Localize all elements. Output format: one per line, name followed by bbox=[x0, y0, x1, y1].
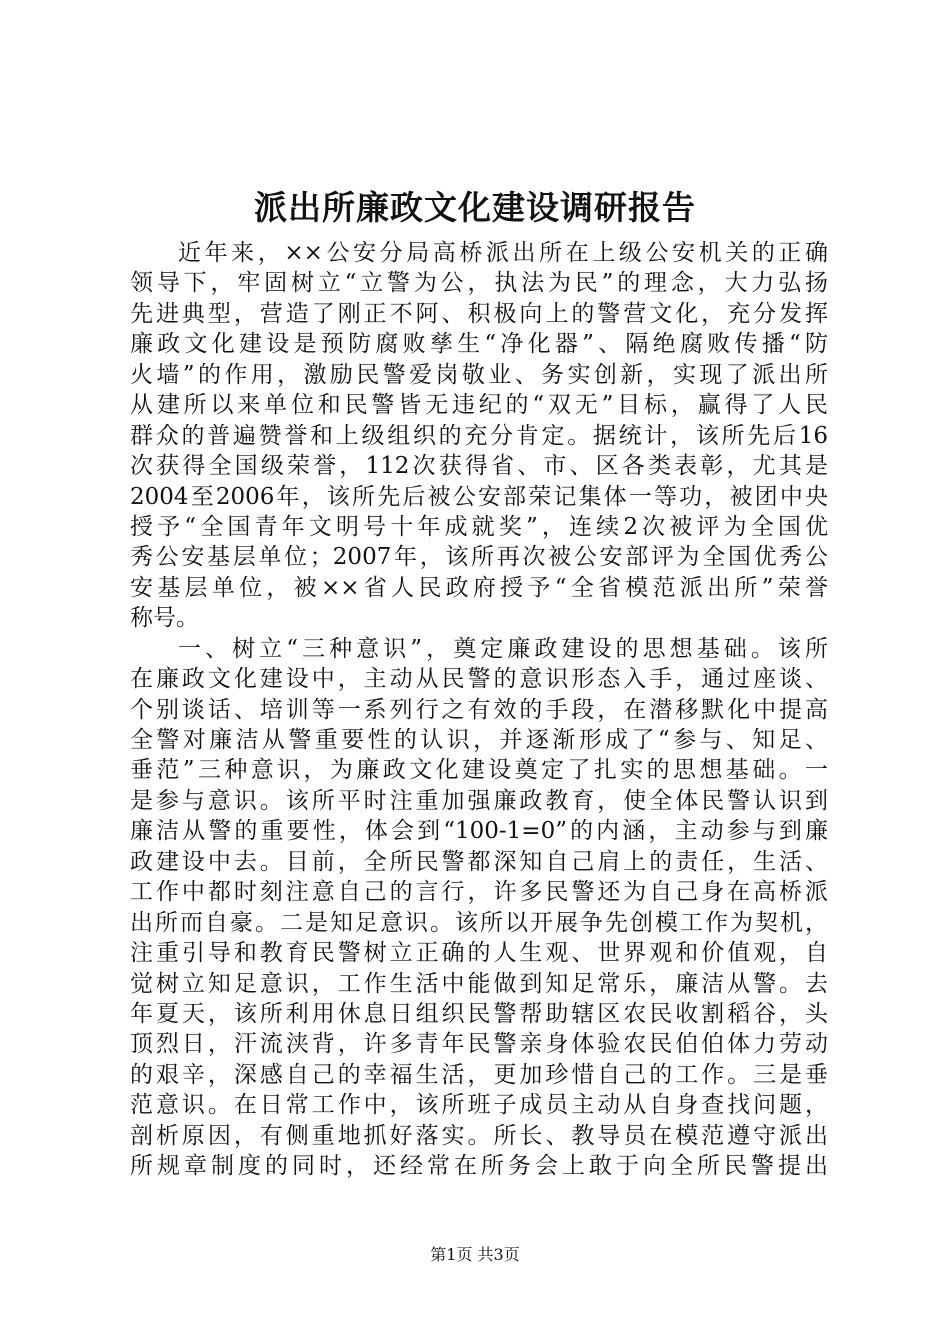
text-line: 全警对廉洁从警重要性的认识，并逐渐形成了“参与、知足、 bbox=[130, 727, 828, 753]
document-title: 派出所廉政文化建设调研报告 bbox=[254, 188, 696, 227]
text-line: 廉洁从警的重要性，体会到“100-1=0”的内涵，主动参与到廉 bbox=[130, 818, 828, 845]
document-body bbox=[130, 238, 828, 1182]
text-line: 从建所以来单位和民警皆无违纪的“双无”目标，赢得了人民 bbox=[130, 392, 828, 419]
text-line: 先进典型，营造了刚正不阿、积极向上的警营文化，充分发挥 bbox=[130, 300, 828, 327]
text-line: 廉政文化建设是预防腐败孳生“净化器”、隔绝腐败传播“防 bbox=[130, 331, 828, 358]
text-line: 个别谈话、培训等一系列行之有效的手段，在潜移默化中提高 bbox=[130, 696, 828, 723]
text-line: 授予“全国青年文明号十年成就奖”，连续2次被评为全国优 bbox=[130, 513, 828, 540]
text-line: 群众的普遍赞誉和上级组织的充分肯定。据统计，该所先后16 bbox=[130, 422, 828, 449]
text-line: 范意识。在日常工作中，该所班子成员主动从自身查找问题， bbox=[130, 1092, 828, 1119]
text-line: 在廉政文化建设中，主动从民警的意识形态入手，通过座谈、 bbox=[130, 666, 828, 693]
text-line: 称号。 bbox=[130, 605, 199, 632]
text-line: 年夏天，该所利用休息日组织民警帮助辖区农民收割稻谷，头 bbox=[130, 1000, 828, 1027]
text-line: 剖析原因，有侧重地抓好落实。所长、教导员在模范遵守派出 bbox=[130, 1122, 828, 1149]
text-line: 2004至2006年，该所先后被公安部荣记集体一等功，被团中央 bbox=[130, 483, 828, 510]
text-line: 领导下，牢固树立“立警为公，执法为民”的理念，大力弘扬 bbox=[130, 270, 828, 297]
text-line: 出所而自豪。二是知足意识。该所以开展争先创模工作为契机， bbox=[130, 909, 828, 936]
text-line: 政建设中去。目前，全所民警都深知自己肩上的责任，生活、 bbox=[130, 848, 828, 875]
text-line: 顶烈日，汗流浃背，许多青年民警亲身体验农民伯伯体力劳动 bbox=[130, 1031, 828, 1058]
text-line: 是参与意识。该所平时注重加强廉政教育，使全体民警认识到 bbox=[130, 787, 828, 814]
text-line: 垂范”三种意识，为廉政文化建设奠定了扎实的思想基础。一 bbox=[130, 757, 828, 784]
text-line: 近年来，××公安分局高桥派出所在上级公安机关的正确 bbox=[178, 240, 828, 266]
text-line: 安基层单位，被××省人民政府授予“全省模范派出所”荣誉 bbox=[130, 574, 828, 601]
paragraph bbox=[130, 634, 828, 1182]
text-line: 秀公安基层单位；2007年，该所再次被公安部评为全国优秀公 bbox=[130, 544, 828, 571]
text-line: 火墙”的作用，激励民警爱岗敬业、务实创新，实现了派出所 bbox=[130, 361, 828, 388]
paragraph bbox=[130, 238, 828, 634]
text-line: 工作中都时刻注意自己的言行，许多民警还为自己身在高桥派 bbox=[130, 879, 828, 906]
page-footer: 第1页 共3页 bbox=[430, 1245, 520, 1264]
text-line: 所规章制度的同时，还经常在所务会上敢于向全所民警提出 bbox=[130, 1153, 828, 1180]
text-line: 注重引导和教育民警树立正确的人生观、世界观和价值观，自 bbox=[130, 940, 828, 967]
text-line: 一、树立“三种意识”，奠定廉政建设的思想基础。该所 bbox=[178, 635, 828, 662]
text-line: 的艰辛，深感自己的幸福生活，更加珍惜自己的工作。三是垂 bbox=[130, 1061, 828, 1088]
text-line: 觉树立知足意识，工作生活中能做到知足常乐，廉洁从警。去 bbox=[130, 970, 828, 997]
text-line: 次获得全国级荣誉，112次获得省、市、区各类表彰，尤其是 bbox=[130, 453, 828, 480]
